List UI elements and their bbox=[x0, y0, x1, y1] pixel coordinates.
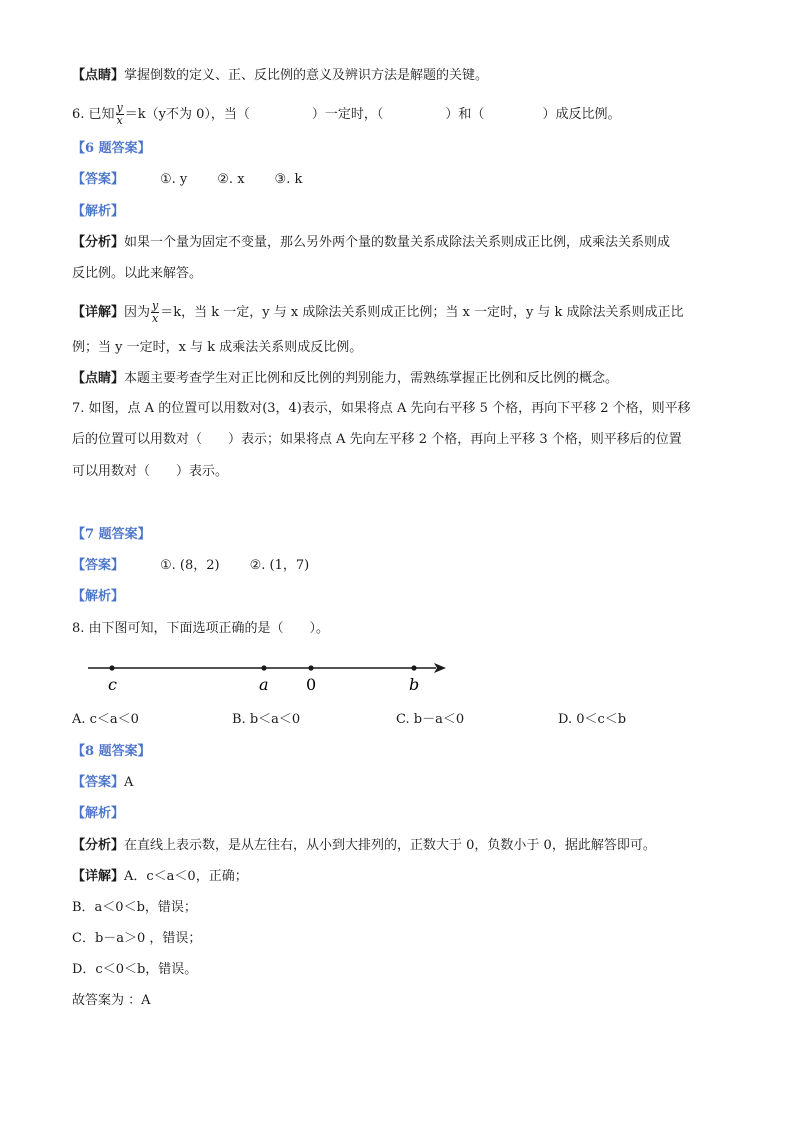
q8-option-b: B. b＜a＜0 bbox=[232, 712, 301, 727]
q8-detail-c: C．b－a＞0 ，错误； bbox=[72, 931, 202, 946]
q6-answer-3: ③. k bbox=[274, 172, 303, 187]
q6-xj-fraction bbox=[151, 300, 159, 325]
label-b: b bbox=[409, 675, 420, 692]
q6-fenxi-text-1: 如果一个量为固定不变量，那么另外两个量的数量关系成除法关系则成正比例，成乘法关系则成 bbox=[124, 235, 671, 250]
q8-fenxi-line bbox=[72, 836, 656, 856]
q8-option-d: D. 0＜c＜b bbox=[558, 712, 627, 727]
q8-answer-header: 【8 题答案】 bbox=[72, 744, 151, 759]
q6-xj-frac-num: y bbox=[152, 299, 159, 312]
q6-text-1: ＝k（y不为 0），当（ bbox=[124, 107, 250, 122]
xiangjie-tag: 【详解】 bbox=[72, 869, 125, 884]
q6-fraction bbox=[116, 102, 124, 127]
label-zero: 0 bbox=[306, 675, 317, 692]
q7-answer-2: ②. (1，7) bbox=[249, 558, 310, 573]
q8-fenxi-text: 在直线上表示数，是从左往右，从小到大排列的，正数大于 0，负数小于 0，据此解答即可。 bbox=[124, 838, 656, 853]
question-6 bbox=[72, 102, 620, 127]
q6-text-3: ）和（ bbox=[445, 107, 485, 122]
answer-tag: 【答案】 bbox=[72, 775, 125, 790]
point-c bbox=[109, 665, 114, 670]
point-a bbox=[261, 665, 266, 670]
q6-answer-line bbox=[72, 170, 302, 190]
answer-tag: 【答案】 bbox=[72, 558, 125, 573]
q6-answer-header: 【6 题答案】 bbox=[72, 141, 151, 156]
q6-xj-prefix: 因为 bbox=[124, 305, 151, 320]
q8-detail-a: A．c＜a＜0，正确； bbox=[124, 869, 248, 884]
q6-dianjing-line bbox=[72, 369, 618, 389]
q6-xiangjie-line-1 bbox=[72, 300, 684, 325]
q8-final-answer: 故答案为 ：A bbox=[72, 993, 151, 1008]
xiangjie-tag: 【详解】 bbox=[72, 305, 125, 320]
q6-dianjing-text: 本题主要考查学生对正比例和反比例的判别能力，需熟练掌握正比例和反比例的概念。 bbox=[124, 371, 619, 386]
q7-answer-1: ①. (8，2) bbox=[160, 558, 220, 573]
q6-xiangjie-line-2: 例；当 y 一定时，x 与 k 成乘法关系则成反比例。 bbox=[72, 340, 363, 355]
q8-answer-line bbox=[72, 773, 133, 793]
q6-prefix: 6. 已知 bbox=[72, 107, 115, 122]
q7-line-1: 7. 如图，点 A 的位置可以用数对(3，4)表示，如果将点 A 先向右平移 5 个格，再向下平移 2 个格，则平移 bbox=[72, 401, 691, 416]
q8-detail-b: B．a＜0＜b，错误； bbox=[72, 900, 197, 915]
q7-answer-header: 【7 题答案】 bbox=[72, 527, 151, 542]
q6-fenxi-line-1 bbox=[72, 233, 670, 253]
q7-answer-line bbox=[72, 556, 309, 576]
q6-text-end: ）成反比例。 bbox=[542, 107, 621, 122]
point-b bbox=[411, 665, 416, 670]
q7-line-3: 可以用数对（ ）表示。 bbox=[72, 464, 229, 479]
q7-line-2: 后的位置可以用数对（ ）表示；如果将点 A 先向左平移 2 个格，再向上平移 3 个格，则平移后的位置 bbox=[72, 432, 682, 447]
fenxi-tag: 【分析】 bbox=[72, 838, 125, 853]
label-a: a bbox=[259, 675, 269, 692]
answer-tag: 【答案】 bbox=[72, 172, 125, 187]
q6-xj-text-1: ＝k，当 k 一定，y 与 x 成除法关系则成正比例；当 x 一定时，y 与 k 成除法关系则成正比 bbox=[160, 305, 684, 320]
q8-option-a: A. c＜a＜0 bbox=[72, 712, 139, 727]
point-zero bbox=[308, 665, 313, 670]
q6-xj-frac-den: x bbox=[152, 312, 159, 325]
q8-xiangjie-line bbox=[72, 867, 248, 887]
q7-jiexi-tag: 【解析】 bbox=[72, 589, 125, 604]
q8-jiexi-tag: 【解析】 bbox=[72, 806, 125, 821]
dianjing-tag: 【点睛】 bbox=[72, 68, 125, 83]
number-line-figure bbox=[84, 652, 454, 692]
dianjing-tag: 【点睛】 bbox=[72, 371, 125, 386]
q6-text-2: ）一定时，（ bbox=[311, 107, 384, 122]
fenxi-tag: 【分析】 bbox=[72, 235, 125, 250]
q6-answer-2: ②. x bbox=[217, 172, 245, 187]
label-c: c bbox=[108, 675, 117, 692]
q8-option-c: C. b－a＜0 bbox=[396, 712, 465, 727]
q6-frac-num: y bbox=[116, 101, 123, 114]
q8-detail-d: D．c＜0＜b，错误。 bbox=[72, 962, 198, 977]
q8-stem: 8. 由下图可知，下面选项正确的是（ ）。 bbox=[72, 621, 330, 636]
q6-answer-1: ①. y bbox=[160, 172, 188, 187]
q6-frac-den: x bbox=[116, 114, 123, 127]
q8-answer: A bbox=[124, 775, 134, 790]
q6-jiexi-tag: 【解析】 bbox=[72, 204, 125, 219]
q6-fenxi-line-2: 反比例。以此来解答。 bbox=[72, 266, 203, 281]
dianjing-line-q5 bbox=[72, 66, 488, 86]
dianjing-text: 掌握倒数的定义、正、反比例的意义及辨识方法是解题的关键。 bbox=[124, 68, 489, 83]
